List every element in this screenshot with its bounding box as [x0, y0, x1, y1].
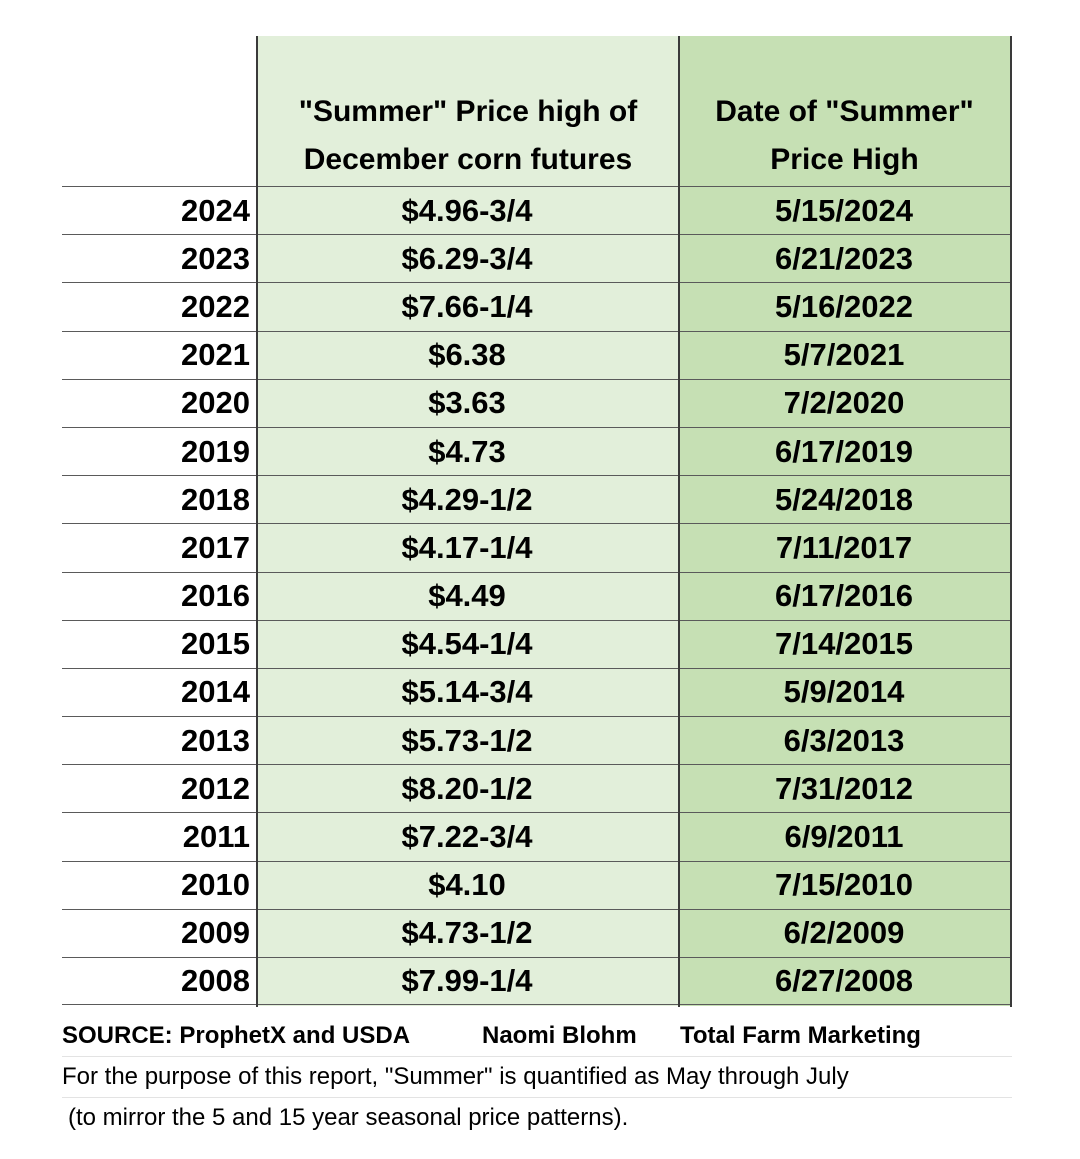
table-row: [62, 764, 1012, 812]
price-cell: $8.20-1/2: [401, 770, 533, 806]
price-cell: $6.29-3/4: [401, 240, 533, 276]
table-row: [62, 572, 1012, 620]
price-cell: $4.29-1/2: [401, 481, 533, 517]
column-border: [678, 36, 680, 1007]
year-cell: 2009: [181, 915, 250, 951]
author-text: Naomi Blohm: [482, 1022, 637, 1049]
date-cell: 7/11/2017: [775, 529, 913, 565]
table-row: [62, 186, 1012, 234]
year-cell: 2021: [181, 337, 250, 373]
date-cell: 5/7/2021: [783, 337, 905, 373]
table-row: [62, 620, 1012, 668]
price-cell: $4.73: [428, 433, 506, 469]
date-header-line2: Price High: [770, 143, 919, 176]
date-cell: 7/14/2015: [775, 626, 913, 662]
year-cell: 2019: [181, 433, 250, 469]
date-cell: 7/31/2012: [775, 770, 913, 806]
source-line: [62, 1016, 1012, 1057]
price-cell: $7.66-1/4: [401, 288, 533, 324]
footer: [62, 1016, 1012, 1138]
date-cell: 7/2/2020: [783, 385, 905, 421]
year-cell: 2023: [181, 240, 250, 276]
date-cell: 5/15/2024: [775, 192, 913, 228]
table-row: [62, 861, 1012, 909]
year-cell: 2012: [181, 770, 250, 806]
date-column-header: [679, 36, 1010, 186]
table-row: [62, 427, 1012, 475]
date-cell: 5/16/2022: [775, 288, 913, 324]
table-body: [62, 186, 1012, 1005]
year-cell: 2014: [181, 674, 250, 710]
year-cell: 2024: [181, 192, 250, 228]
year-cell: 2020: [181, 385, 250, 421]
price-cell: $4.73-1/2: [401, 915, 533, 951]
company-text: Total Farm Marketing: [680, 1022, 921, 1049]
year-cell: 2018: [181, 481, 250, 517]
price-header-line1: "Summer" Price high of: [298, 95, 638, 128]
date-cell: 5/24/2018: [775, 481, 913, 517]
column-border: [256, 36, 258, 1007]
source-text: SOURCE: ProphetX and USDA: [62, 1022, 411, 1049]
price-cell: $4.17-1/4: [401, 529, 533, 565]
year-cell: 2016: [181, 578, 250, 614]
table-row: [62, 668, 1012, 716]
note-line-1: For the purpose of this report, "Summer" is quantified as May through July: [62, 1057, 1012, 1098]
table-row: [62, 475, 1012, 523]
price-cell: $5.73-1/2: [401, 722, 533, 758]
price-cell: $6.38: [428, 337, 506, 373]
table-row: [62, 282, 1012, 330]
price-cell: $7.99-1/4: [401, 963, 533, 999]
price-cell: $7.22-3/4: [401, 819, 533, 855]
table-row: [62, 523, 1012, 571]
price-cell: $4.54-1/4: [401, 626, 533, 662]
table-row: [62, 331, 1012, 379]
date-cell: 6/9/2011: [784, 819, 904, 855]
price-cell: $4.49: [428, 578, 506, 614]
price-column-header: [257, 36, 679, 186]
date-header-line1: Date of "Summer": [715, 95, 974, 128]
note-line-2: (to mirror the 5 and 15 year seasonal price patterns).: [68, 1104, 629, 1131]
table-row: [62, 812, 1012, 860]
table-row: [62, 379, 1012, 427]
price-cell: $4.96-3/4: [401, 192, 533, 228]
date-cell: 5/9/2014: [783, 674, 905, 710]
year-cell: 2013: [181, 722, 250, 758]
table-row: [62, 234, 1012, 282]
year-cell: 2008: [181, 963, 250, 999]
date-cell: 6/3/2013: [783, 722, 905, 758]
year-cell: 2022: [181, 288, 250, 324]
table-row: [62, 716, 1012, 764]
date-cell: 6/2/2009: [783, 915, 905, 951]
table-header: [257, 36, 1010, 186]
price-header-line2: December corn futures: [303, 143, 633, 176]
date-cell: 6/17/2019: [775, 433, 913, 469]
column-border: [1010, 36, 1012, 1007]
date-cell: 6/27/2008: [775, 963, 913, 999]
date-cell: 6/21/2023: [775, 240, 913, 276]
date-cell: 6/17/2016: [775, 578, 913, 614]
year-cell: 2011: [182, 819, 250, 855]
year-cell: 2017: [181, 529, 250, 565]
table-row: [62, 957, 1012, 1005]
price-cell: $4.10: [428, 867, 506, 903]
date-cell: 7/15/2010: [775, 867, 913, 903]
table-row: [62, 909, 1012, 957]
price-cell: $3.63: [428, 385, 506, 421]
year-cell: 2010: [181, 867, 250, 903]
year-cell: 2015: [181, 626, 250, 662]
price-cell: $5.14-3/4: [401, 674, 533, 710]
